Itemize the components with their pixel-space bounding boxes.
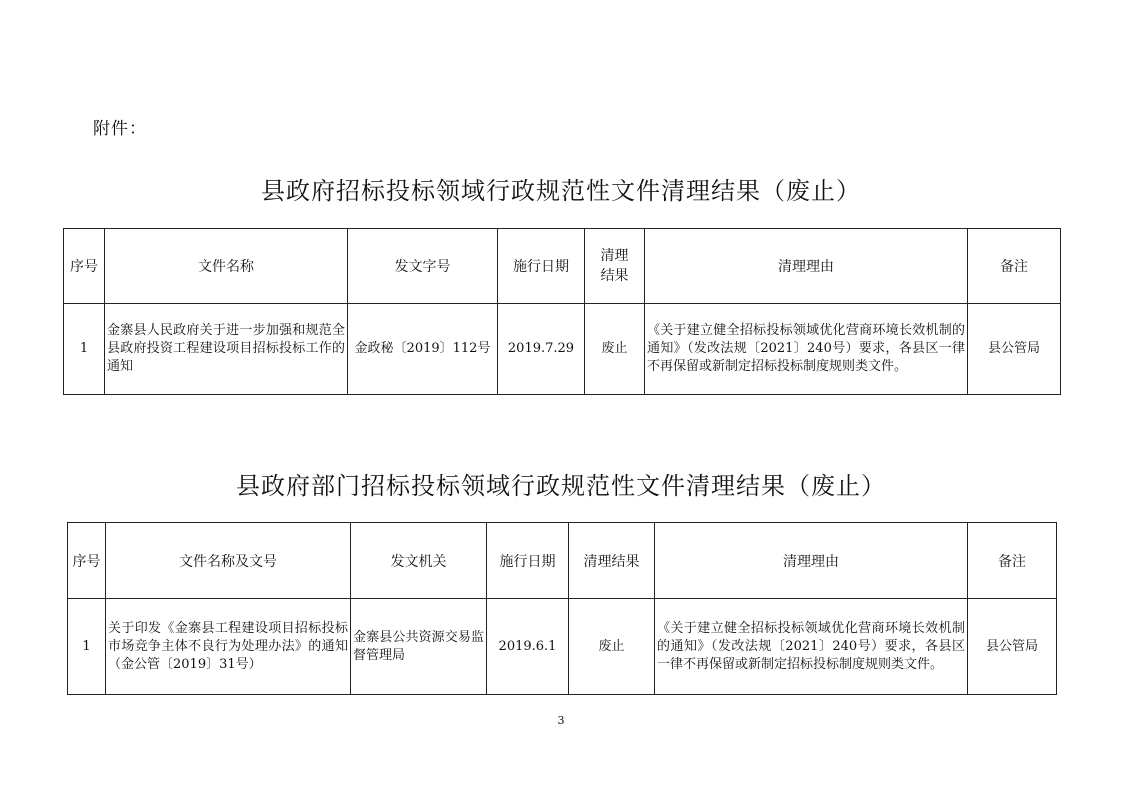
cell-doc-number: 金政秘〔2019〕112号 [348, 304, 498, 395]
cell-date: 2019.7.29 [498, 304, 585, 395]
header-issuer: 发文机关 [351, 523, 487, 599]
cell-index: 1 [68, 599, 106, 695]
cell-remark: 县公管局 [968, 304, 1061, 395]
header-reason: 清理理由 [645, 229, 968, 304]
cell-reason: 《关于建立健全招标投标领域优化营商环境长效机制的通知》（发改法规〔2021〕240号）要求，各县区一律不再保留或新制定招标投标制度规则类文件。 [655, 599, 968, 695]
cell-date: 2019.6.1 [487, 599, 569, 695]
cell-name: 关于印发《金寨县工程建设项目招标投标市场竞争主体不良行为处理办法》的通知（金公管〔2019〕31号） [106, 599, 351, 695]
cell-reason: 《关于建立健全招标投标领域优化营商环境长效机制的通知》（发改法规〔2021〕240号）要求，各县区一律不再保留或新制定招标投标制度规则类文件。 [645, 304, 968, 395]
header-index: 序号 [68, 523, 106, 599]
page-number: 3 [557, 714, 565, 727]
attachment-label: 附件： [93, 119, 147, 139]
table-row [68, 599, 1057, 695]
cell-result: 废止 [569, 599, 655, 695]
cell-result: 废止 [585, 304, 645, 395]
cell-name: 金寨县人民政府关于进一步加强和规范全县政府投资工程建设项目招标投标工作的通知 [105, 304, 348, 395]
header-name: 文件名称及文号 [106, 523, 351, 599]
header-reason: 清理理由 [655, 523, 968, 599]
header-doc-number: 发文字号 [348, 229, 498, 304]
table-row [64, 304, 1061, 395]
header-result [585, 229, 645, 304]
header-date: 施行日期 [487, 523, 569, 599]
header-remark: 备注 [968, 523, 1057, 599]
header-index: 序号 [64, 229, 105, 304]
header-date: 施行日期 [498, 229, 585, 304]
header-result-text: 清理结果 [600, 248, 629, 284]
header-remark: 备注 [968, 229, 1061, 304]
table-header-row [64, 229, 1061, 304]
section2-title: 县政府部门招标投标领域行政规范性文件清理结果（废止） [236, 472, 886, 500]
table-header-row [68, 523, 1057, 599]
section2-table [67, 522, 1057, 695]
header-name: 文件名称 [105, 229, 348, 304]
cell-issuer: 金寨县公共资源交易监督管理局 [351, 599, 487, 695]
cell-index: 1 [64, 304, 105, 395]
section1-title: 县政府招标投标领域行政规范性文件清理结果（废止） [261, 177, 861, 205]
header-result: 清理结果 [569, 523, 655, 599]
section1-table [63, 228, 1061, 395]
cell-remark: 县公管局 [968, 599, 1057, 695]
